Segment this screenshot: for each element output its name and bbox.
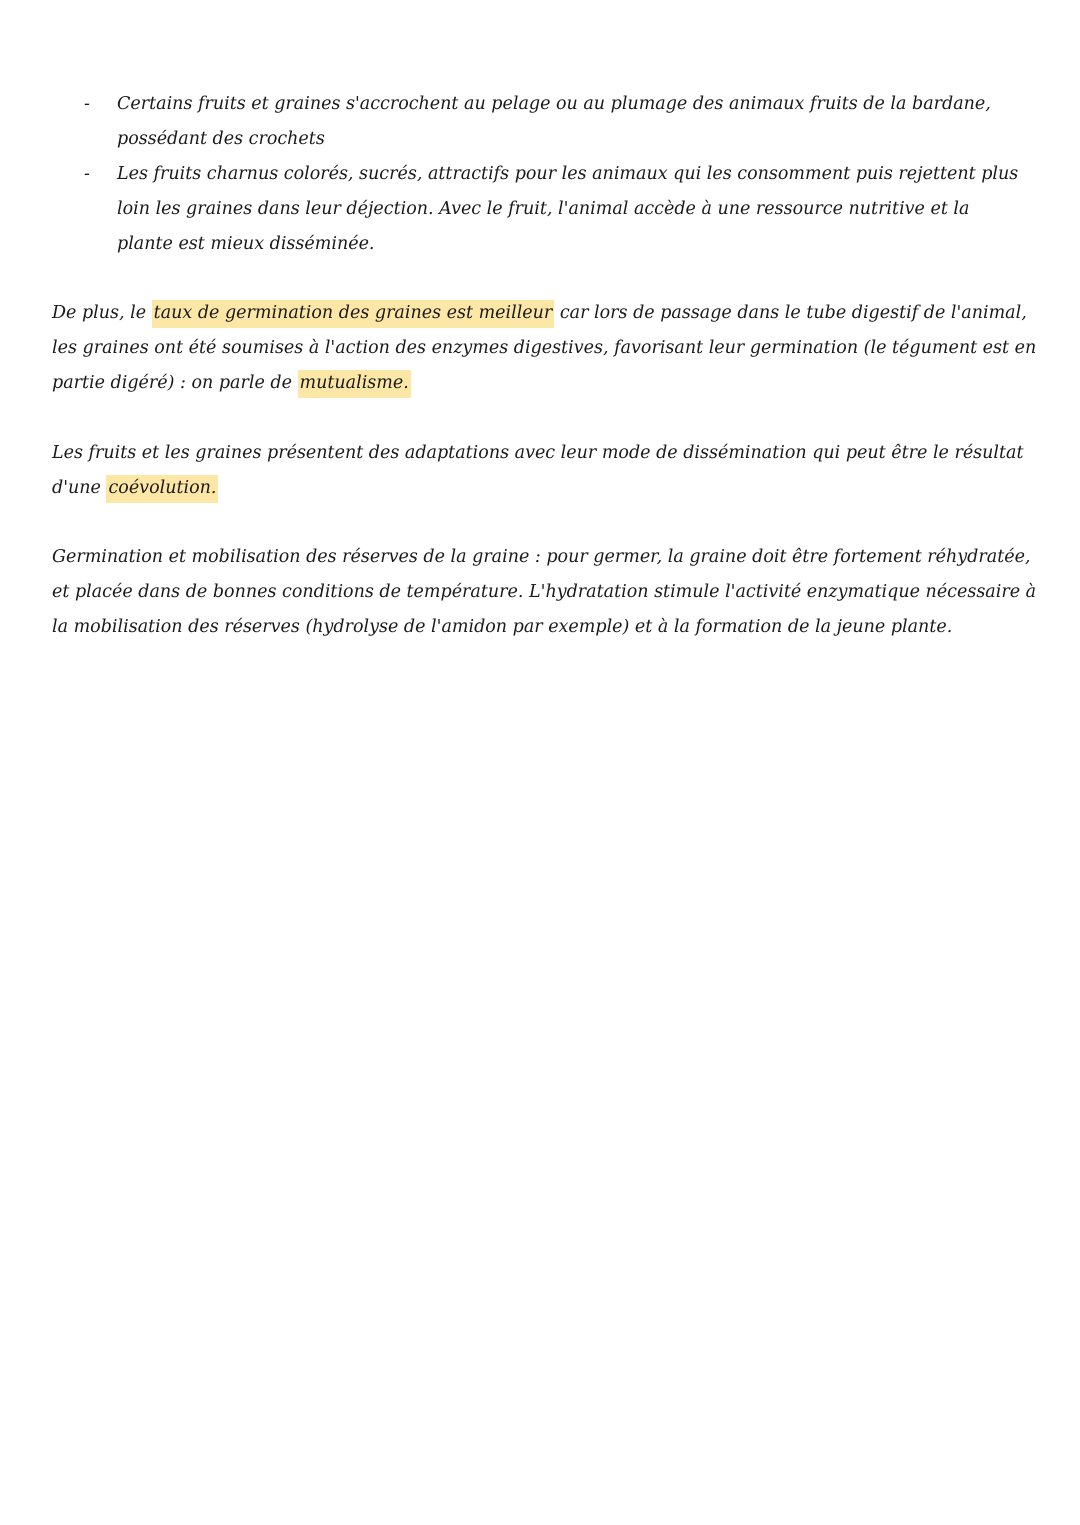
bullet-text: Certains fruits et graines s'accrochent au pelage ou au plumage des animaux fruits de la bardane, possédant des crochets — [117, 94, 991, 149]
paragraph-germination-reserves — [52, 540, 1037, 645]
paragraph-germination-rate — [52, 296, 1037, 401]
highlight-coevolution: coévolution. — [106, 475, 218, 503]
bullet-item — [0, 87, 1080, 157]
paragraph-text: De plus, le — [52, 303, 152, 323]
paragraph-text: Germination et mobilisation des réserves de la graine : pour germer, la graine doit être fortement réhydratée, et placée dans de bonnes conditions de température. L'hydratation stimule l'activité enzymatique nécessaire à la mobilisation des réserves (hydrolyse de l'amidon par exemple) et à la formation de la jeune plante. — [52, 547, 1037, 637]
bullet-item — [0, 157, 1080, 262]
paragraph-coevolution — [52, 436, 1037, 506]
bullet-text: Les fruits charnus colorés, sucrés, attractifs pour les animaux qui les consomment puis rejettent plus loin les graines dans leur déjection. Avec le fruit, l'animal accède à une ressource nutritive et la plante est mieux disséminée. — [117, 164, 1019, 254]
bullet-marker: - — [84, 94, 90, 114]
highlight-germination-rate: taux de germination des graines est meilleur — [152, 300, 555, 328]
paragraph-text: Les fruits et les graines présentent des adaptations avec leur mode de dissémination qui peut être le résultat d'une — [52, 443, 1024, 498]
highlight-mutualism: mutualisme. — [298, 370, 411, 398]
bullet-marker: - — [84, 164, 90, 184]
paragraph-text: car lors de passage dans le tube digestif de l'animal, les graines ont été soumises à l'action des enzymes digestives, favorisant leur germination (le tégument est en partie digéré) : on parle de — [52, 303, 1037, 393]
bullet-list — [0, 87, 1080, 262]
